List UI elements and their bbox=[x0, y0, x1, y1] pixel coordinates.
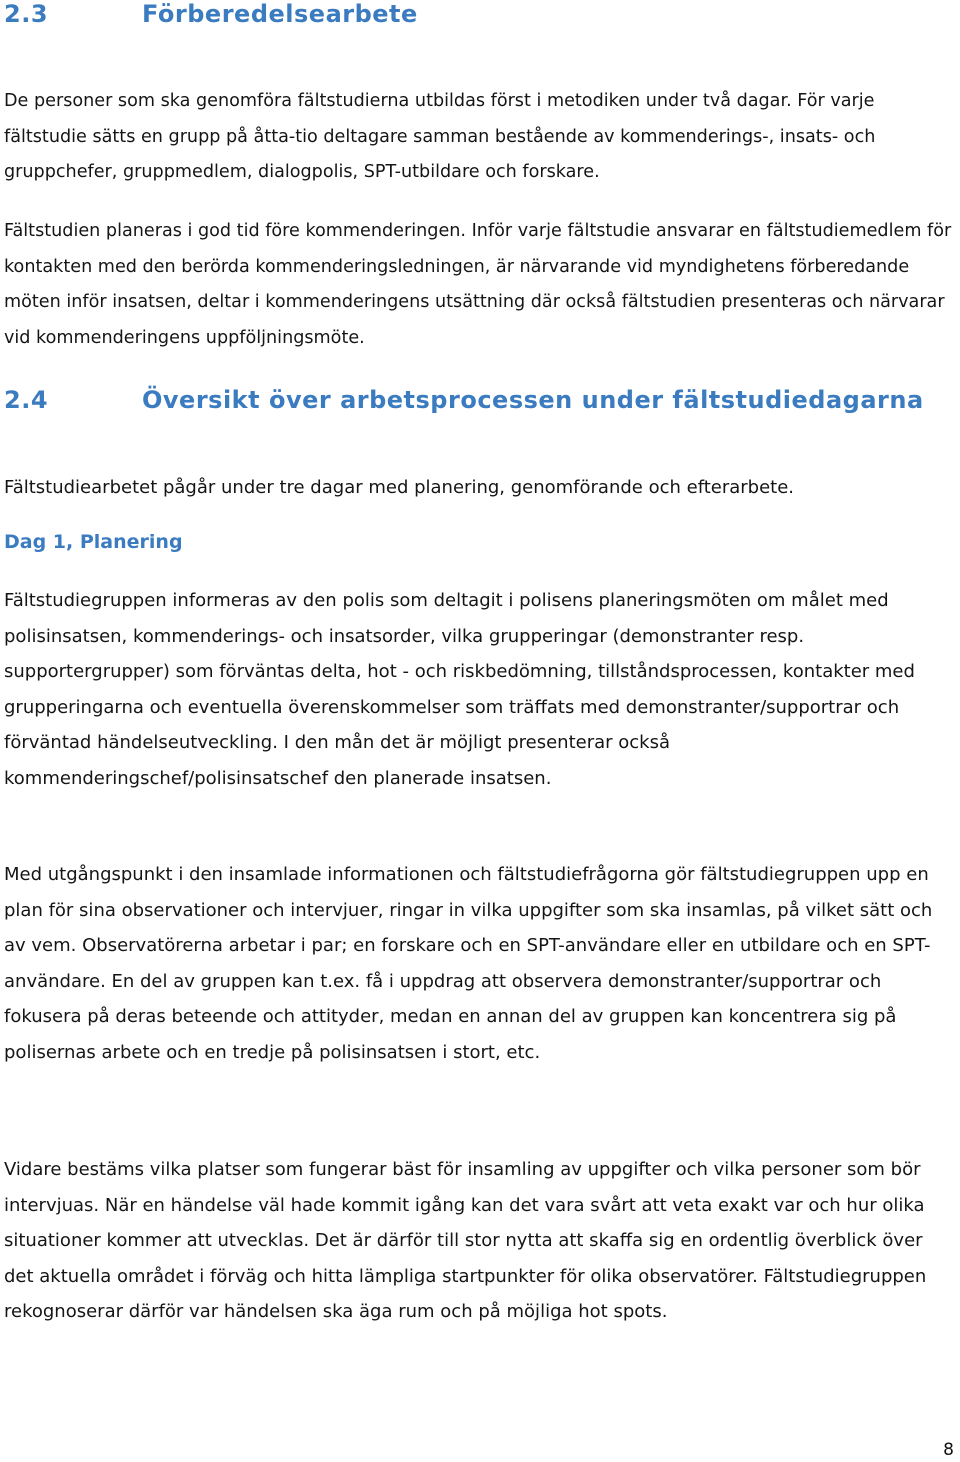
paragraph-planning-in-advance: Fältstudien planeras i god tid före kommenderingen. Inför varje fältstudie ansvarar en fältstudiemedlem för kontakten med den berörda kommenderingsledningen, är närvarande vid myndighetens förberedande möten inför insatsen, deltar i kommenderingens utsättning där också fältstudien presenteras och närvarar vid kommenderingens uppföljningsmöte. bbox=[4, 221, 952, 348]
paragraph-group-informed: Fältstudiegruppen informeras av den polis som deltagit i polisens planeringsmöten om målet med polisinsatsen, kommenderings- och insatsorder, vilka grupperingar (demonstranter resp. supportergrupper) som förväntas delta, hot - och riskbedömning, tillståndsprocessen, kontakter med grupperingarna och eventuella överenskommelser som träffats med demonstranter/supportrar och förväntad händelseutveckling. I den mån det är möjligt presenterar också kommenderingschef/polisinsatschef den planerade insatsen. bbox=[4, 590, 915, 789]
paragraph-observation-plan: Med utgångspunkt i den insamlade informationen och fältstudiefrågorna gör fältstudiegruppen upp en plan för sina observationer och intervjuer, ringar in vilka uppgifter som ska insamlas, på vilket sätt och av vem. Observatörerna arbetar i par; en forskare och en SPT-användare eller en utbildare och en SPT-användare. En del av gruppen kan t.ex. få i uppdrag att observera demonstranter/supportrar och fokusera på deras beteende och attityder, medan en annan del av gruppen kan koncentrera sig på polisernas arbete och en tredje på polisinsatsen i stort, etc. bbox=[4, 864, 933, 1063]
page-number: 8 bbox=[943, 1440, 954, 1460]
section-title: Översikt över arbetsprocessen under fältstudiedagarna bbox=[142, 386, 924, 414]
subheading-day-1: Dag 1, Planering bbox=[4, 531, 183, 553]
section-heading-2-4 bbox=[4, 385, 924, 415]
section-number: 2.4 bbox=[4, 386, 49, 414]
paragraph-training: De personer som ska genomföra fältstudierna utbildas först i metodiken under två dagar. För varje fältstudie sätts en grupp på åtta-tio deltagare samman bestående av kommenderings-, insats- och gruppchefer, gruppmedlem, dialogpolis, SPT-utbildare och forskare. bbox=[4, 91, 876, 182]
paragraph-three-days: Fältstudiearbetet pågår under tre dagar med planering, genomförande och efterarbete. bbox=[4, 477, 795, 498]
paragraph-locations: Vidare bestäms vilka platser som fungerar bäst för insamling av uppgifter och vilka personer som bör intervjuas. När en händelse väl hade kommit igång kan det vara svårt att veta exakt var och hur olika situationer kommer att utvecklas. Det är därför till stor nytta att skaffa sig en ordentlig överblick över det aktuella området i förväg och hitta lämpliga startpunkter för olika observatörer. Fältstudiegruppen rekognoserar därför var händelsen ska äga rum och på möjliga hot spots. bbox=[4, 1159, 927, 1322]
section-title: Förberedelsearbete bbox=[142, 0, 418, 28]
section-heading-2-3 bbox=[4, 0, 418, 29]
section-number: 2.3 bbox=[4, 0, 49, 28]
